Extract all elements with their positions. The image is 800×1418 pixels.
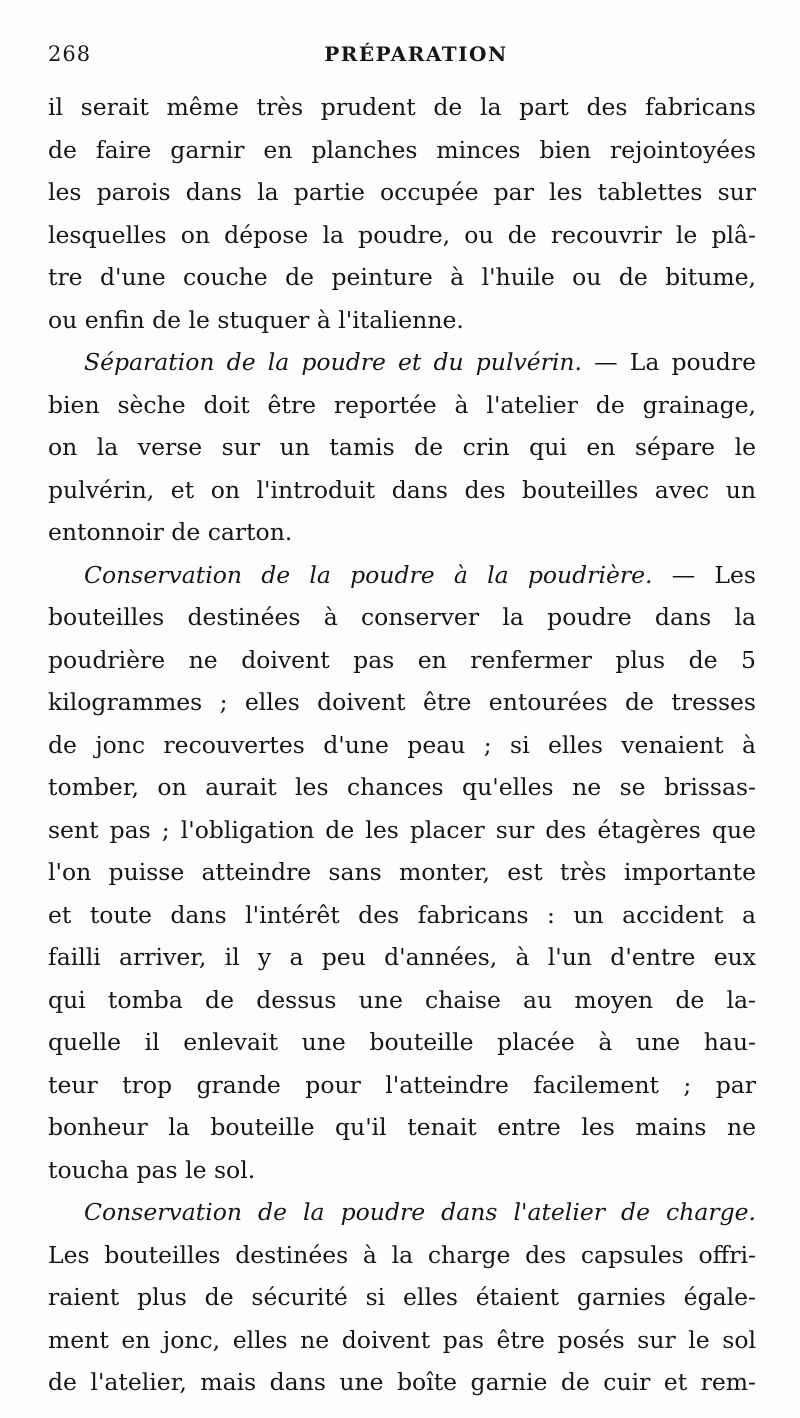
- text-line: qui tomba de dessus une chaise au moyen de la-: [48, 985, 756, 1014]
- text-line: pulvérin, et on l'introduit dans des bouteilles avec un: [48, 475, 756, 504]
- text-line: et toute dans l'intérêt des fabricans : un accident a: [48, 900, 756, 929]
- text-line: l'on puisse atteindre sans monter, est très importante: [48, 858, 756, 886]
- text-line: bouteilles destinées à conserver la poudre dans la: [48, 603, 756, 631]
- body-text: [48, 86, 756, 1404]
- text-line: tomber, on aurait les chances qu'elles ne se brissas-: [48, 773, 756, 801]
- section-heading: Séparation de la poudre et du pulvérin.: [84, 348, 583, 376]
- section-heading-line: [48, 1191, 756, 1234]
- text-line: kilogrammes ; elles doivent être entourées de tresses: [48, 688, 756, 716]
- section-heading-line: Séparation de la poudre et du pulvérin. — La poudre: [84, 348, 756, 376]
- text-line: raient plus de sécurité si elles étaient garnies égale-: [48, 1283, 756, 1311]
- text-line: sent pas ; l'obligation de les placer sur des étagères que: [48, 815, 756, 844]
- text-line: de faire garnir en planches minces bien rejointoyées: [48, 135, 756, 164]
- text-line: quelle il enlevait une bouteille placée à une hau-: [48, 1028, 756, 1056]
- text-line: de jonc recouvertes d'une peau ; si elles venaient à: [48, 730, 756, 759]
- text-line: les parois dans la partie occupée par les tablettes sur: [48, 178, 756, 206]
- text-line: tre d'une couche de peinture à l'huile ou de bitume,: [48, 263, 756, 291]
- text-line: entonnoir de carton.: [48, 518, 293, 546]
- text-line: poudrière ne doivent pas en renfermer plus de 5: [48, 645, 756, 674]
- text-line: il serait même très prudent de la part des fabricans: [48, 93, 756, 121]
- text-line: ou enfin de le stuquer à l'italienne.: [48, 305, 464, 334]
- page-number: 268: [48, 42, 92, 66]
- text-line: failli arriver, il y a peu d'années, à l'un d'entre eux: [48, 943, 756, 971]
- page-header: [48, 42, 748, 78]
- text-line: de l'atelier, mais dans une boîte garnie de cuir et rem-: [48, 1368, 756, 1396]
- text-line: teur trop grande pour l'atteindre facilement ; par: [48, 1070, 756, 1099]
- text-line: ment en jonc, elles ne doivent pas être posés sur le sol: [48, 1325, 756, 1354]
- text-line: bien sèche doit être reportée à l'atelier de grainage,: [48, 390, 756, 419]
- text-line: toucha pas le sol.: [48, 1155, 256, 1184]
- text-line: on la verse sur un tamis de crin qui en sépare le: [48, 433, 756, 461]
- section-heading: Conservation de la poudre dans l'atelier de charge.: [84, 1198, 756, 1226]
- text-line: Les bouteilles destinées à la charge des capsules offri-: [48, 1240, 756, 1269]
- text-line: bonheur la bouteille qu'il tenait entre les mains ne: [48, 1113, 756, 1141]
- text-line: lesquelles on dépose la poudre, ou de recouvrir le plâ-: [48, 220, 756, 249]
- section-heading-line: Conservation de la poudre à la poudrière. — Les: [84, 560, 756, 589]
- running-head: PRÉPARATION: [324, 42, 508, 66]
- section-heading: Conservation de la poudre à la poudrière.: [84, 560, 653, 589]
